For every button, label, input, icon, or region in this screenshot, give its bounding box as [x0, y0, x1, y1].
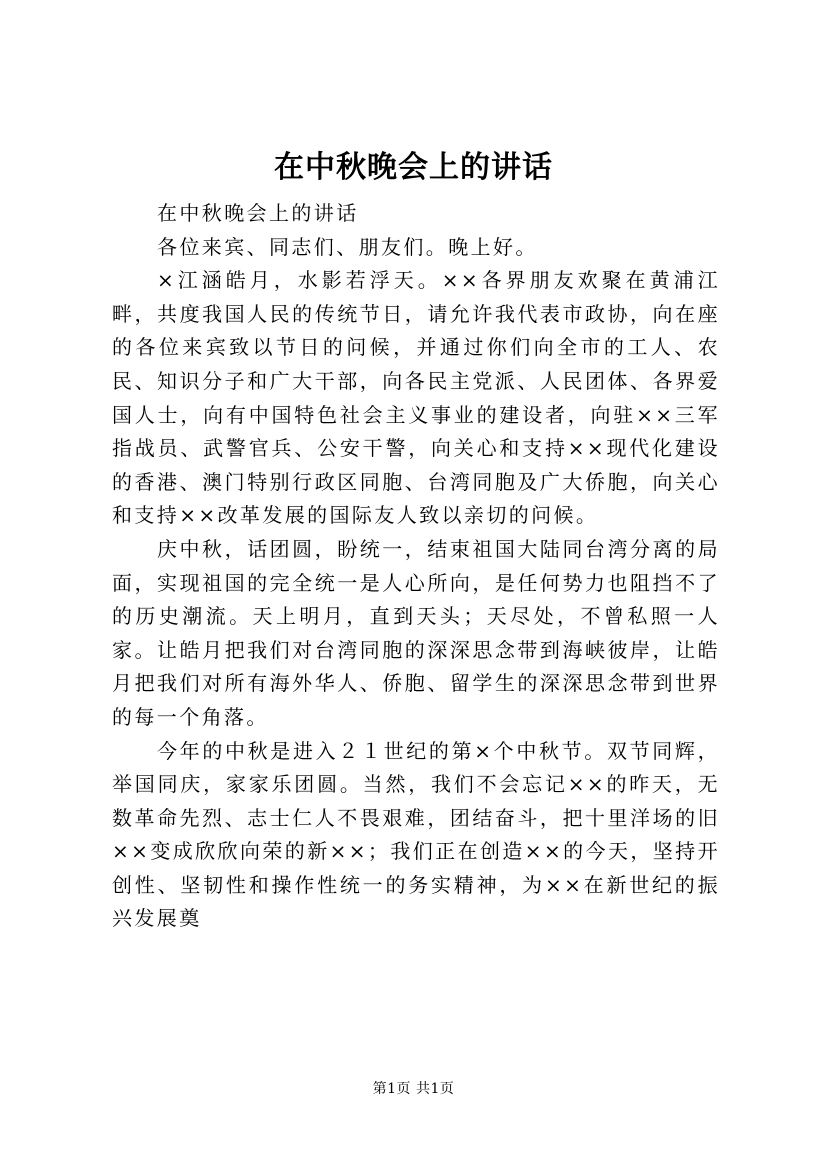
paragraph-century: 今年的中秋是进入２１世纪的第×个中秋节。双节同辉，举国同庆，家家乐团圆。当然，我们不会忘记××的昨天，无数革命先烈、志士仁人不畏艰难，团结奋斗，把十里洋场的旧××变成欣欣向荣的新××；我们正在创造××的今天，坚持开创性、坚韧性和操作性统一的务实精神，为××在新世纪的振兴发展奠: [112, 738, 720, 931]
document-title: 在中秋晚会上的讲话: [274, 150, 553, 185]
paragraph-greeting: 各位来宾、同志们、朋友们。晚上好。: [157, 234, 538, 259]
paragraph-subtitle: 在中秋晚会上的讲话: [157, 201, 359, 225]
page-number-footer: 第1页 共1页: [372, 1081, 455, 1097]
paragraph-regards: ×江涵皓月，水影若浮天。××各界朋友欢聚在黄浦江畔，共度我国人民的传统节日，请允许我代表市政协，向在座的各位来宾致以节日的问候，并通过你们向全市的工人、农民、知识分子和广大干部，向各民主党派、人民团体、各界爱国人士，向有中国特色社会主义事业的建设者，向驻××三军指战员、武警官兵、公安干警，向关心和支持××现代化建设的香港、澳门特别行政区同胞、台湾同胞及广大侨胞，向关心和支持××改革发展的国际友人致以亲切的问候。: [112, 268, 720, 528]
document-body: [112, 197, 720, 936]
paragraph-reunion: 庆中秋，话团圆，盼统一，结束祖国大陆同台湾分离的局面，实现祖国的完全统一是人心所向，是任何势力也阻挡不了的历史潮流。天上明月，直到天头；天尽处，不曾私照一人家。让皓月把我们对台湾同胞的深深思念带到海峡彼岸，让皓月把我们对所有海外华人、侨胞、留学生的深深思念带到世界的每一个角落。: [112, 536, 720, 729]
